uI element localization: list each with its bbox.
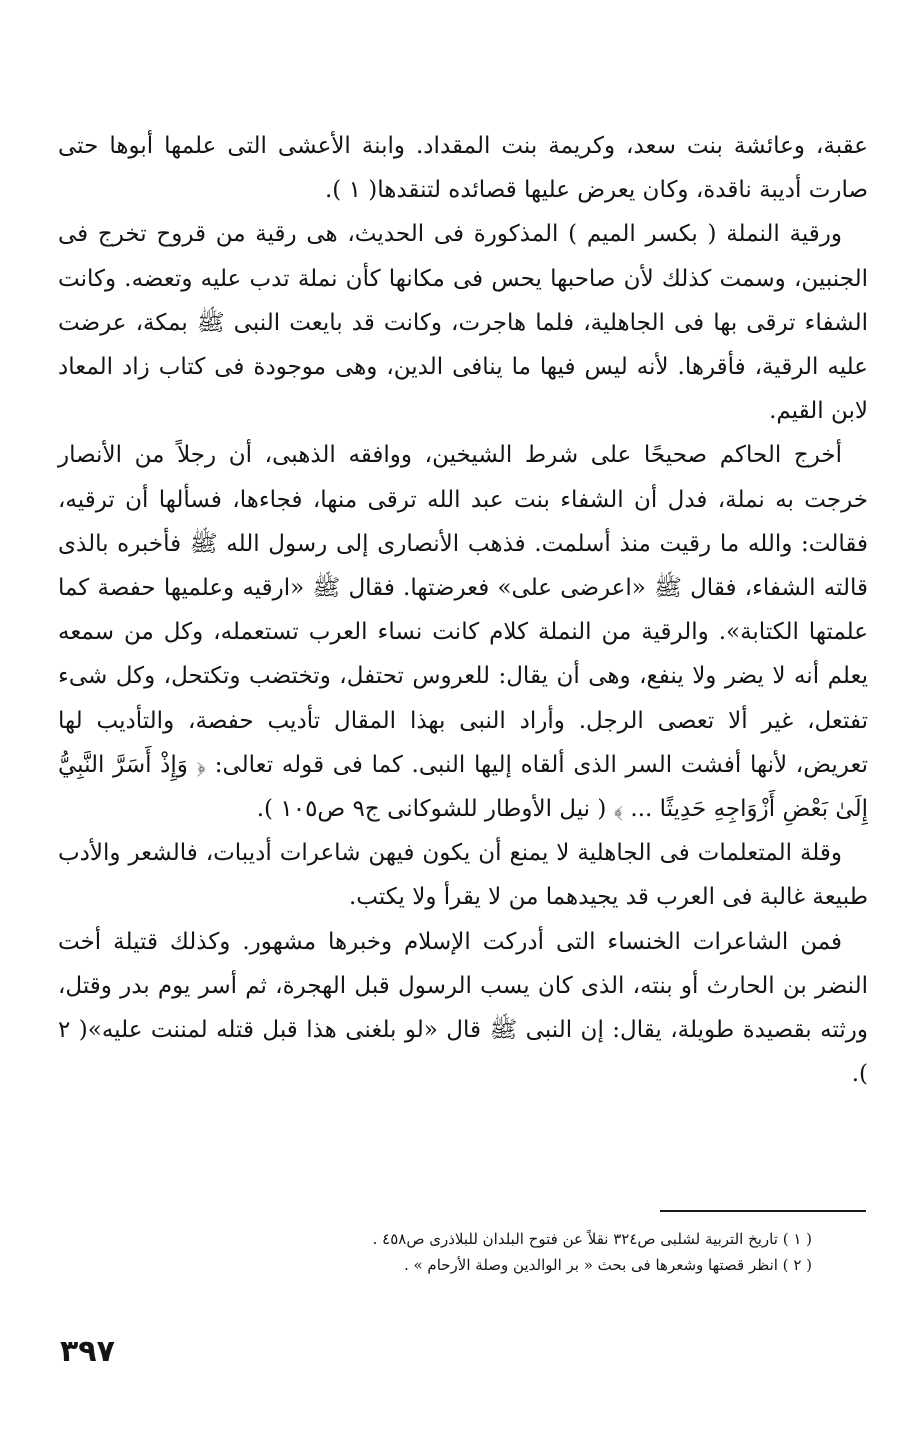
footnote-divider xyxy=(660,1210,866,1212)
footnotes xyxy=(170,1226,812,1278)
footnote-1: ( ١ ) تاريخ التربية لشلبى ص٣٢٤ نقلاً عن فتوح البلدان للبلاذرى ص٤٥٨ . xyxy=(372,1230,812,1248)
paragraph-3: أخرج الحاكم صحيحًا على شرط الشيخين، ووافقه الذهبى، أن رجلاً من الأنصار خرجت به نملة، فدل أن الشفاء بنت عبد الله ترقى منها، فجاءها، فسألها أن ترقيه، فقالت: والله ما رقيت منذ أسلمت. فذهب الأنصارى إلى رسول الله ﷺ فأخبره بالذى قالته الشفاء، فقال ﷺ «اعرضى على» فعرضتها. فقال ﷺ «ارقيه وعلميها حفصة كما علمتها الكتابة». والرقية من النملة كلام كانت نساء العرب تستعمله، وكل من سمعه يعلم أنه لا يضر ولا ينفع، وهى أن يقال: للعروس تحتفل، وتختضب وتكتحل، وكل شىء تفتعل، غير ألا تعصى الرجل. وأراد النبى بهذا المقال تأديب حفصة، والتأديب لها تعريض، لأنها أفشت السر الذى ألقاه إليها النبى. كما فى قوله تعالى: ﴿ وَإِذْ أَسَرَّ النَّبِيُّ إِلَىٰ بَعْضِ أَزْوَاجِهِ حَدِيثًا ... ﴾ ( نيل الأوطار للشوكانى ج٩ ص١٠٥ ). xyxy=(58,442,868,823)
page-number: ٣٩٧ xyxy=(60,1334,115,1369)
paragraph-5: فمن الشاعرات الخنساء التى أدركت الإسلام وخبرها مشهور. وكذلك قتيلة أخت النضر بن الحارث أو بنته، الذى كان يسب الرسول قبل الهجرة، ثم أسر يوم بدر وقتل، ورثته بقصيدة طويلة، يقال: إن النبى ﷺ قال «لو بلغنى هذا قبل قتله لمننت عليه»( ٢ ). xyxy=(58,928,868,1088)
paragraph-1: عقبة، وعائشة بنت سعد، وكريمة بنت المقداد. وابنة الأعشى التى علمها أبوها حتى صارت أديبة ناقدة، وكان يعرض عليها قصائده لتنقدها( ١ ). xyxy=(58,133,868,204)
footnote-2: ( ٢ ) انظر قصتها وشعرها فى بحث « بر الوالدين وصلة الأرحام » . xyxy=(403,1256,812,1274)
paragraph-4: وقلة المتعلمات فى الجاهلية لا يمنع أن يكون فيهن شاعرات أديبات، فالشعر والأدب طبيعة غالبة فى العرب قد يجيدهما من لا يقرأ ولا يكتب. xyxy=(58,840,868,911)
main-text xyxy=(58,124,868,1096)
paragraph-2: ورقية النملة ( بكسر الميم ) المذكورة فى الحديث، هى رقية من قروح تخرج فى الجنبين، وسمت كذلك لأن صاحبها يحس فى مكانها كأن نملة تدب عليه وتعضه. وكانت الشفاء ترقى بها فى الجاهلية، فلما هاجرت، وكانت قد بايعت النبى ﷺ بمكة، عرضت عليه الرقية، فأقرها. لأنه ليس فيها ما ينافى الدين، وهى موجودة فى كتاب زاد المعاد لابن القيم. xyxy=(58,221,868,425)
